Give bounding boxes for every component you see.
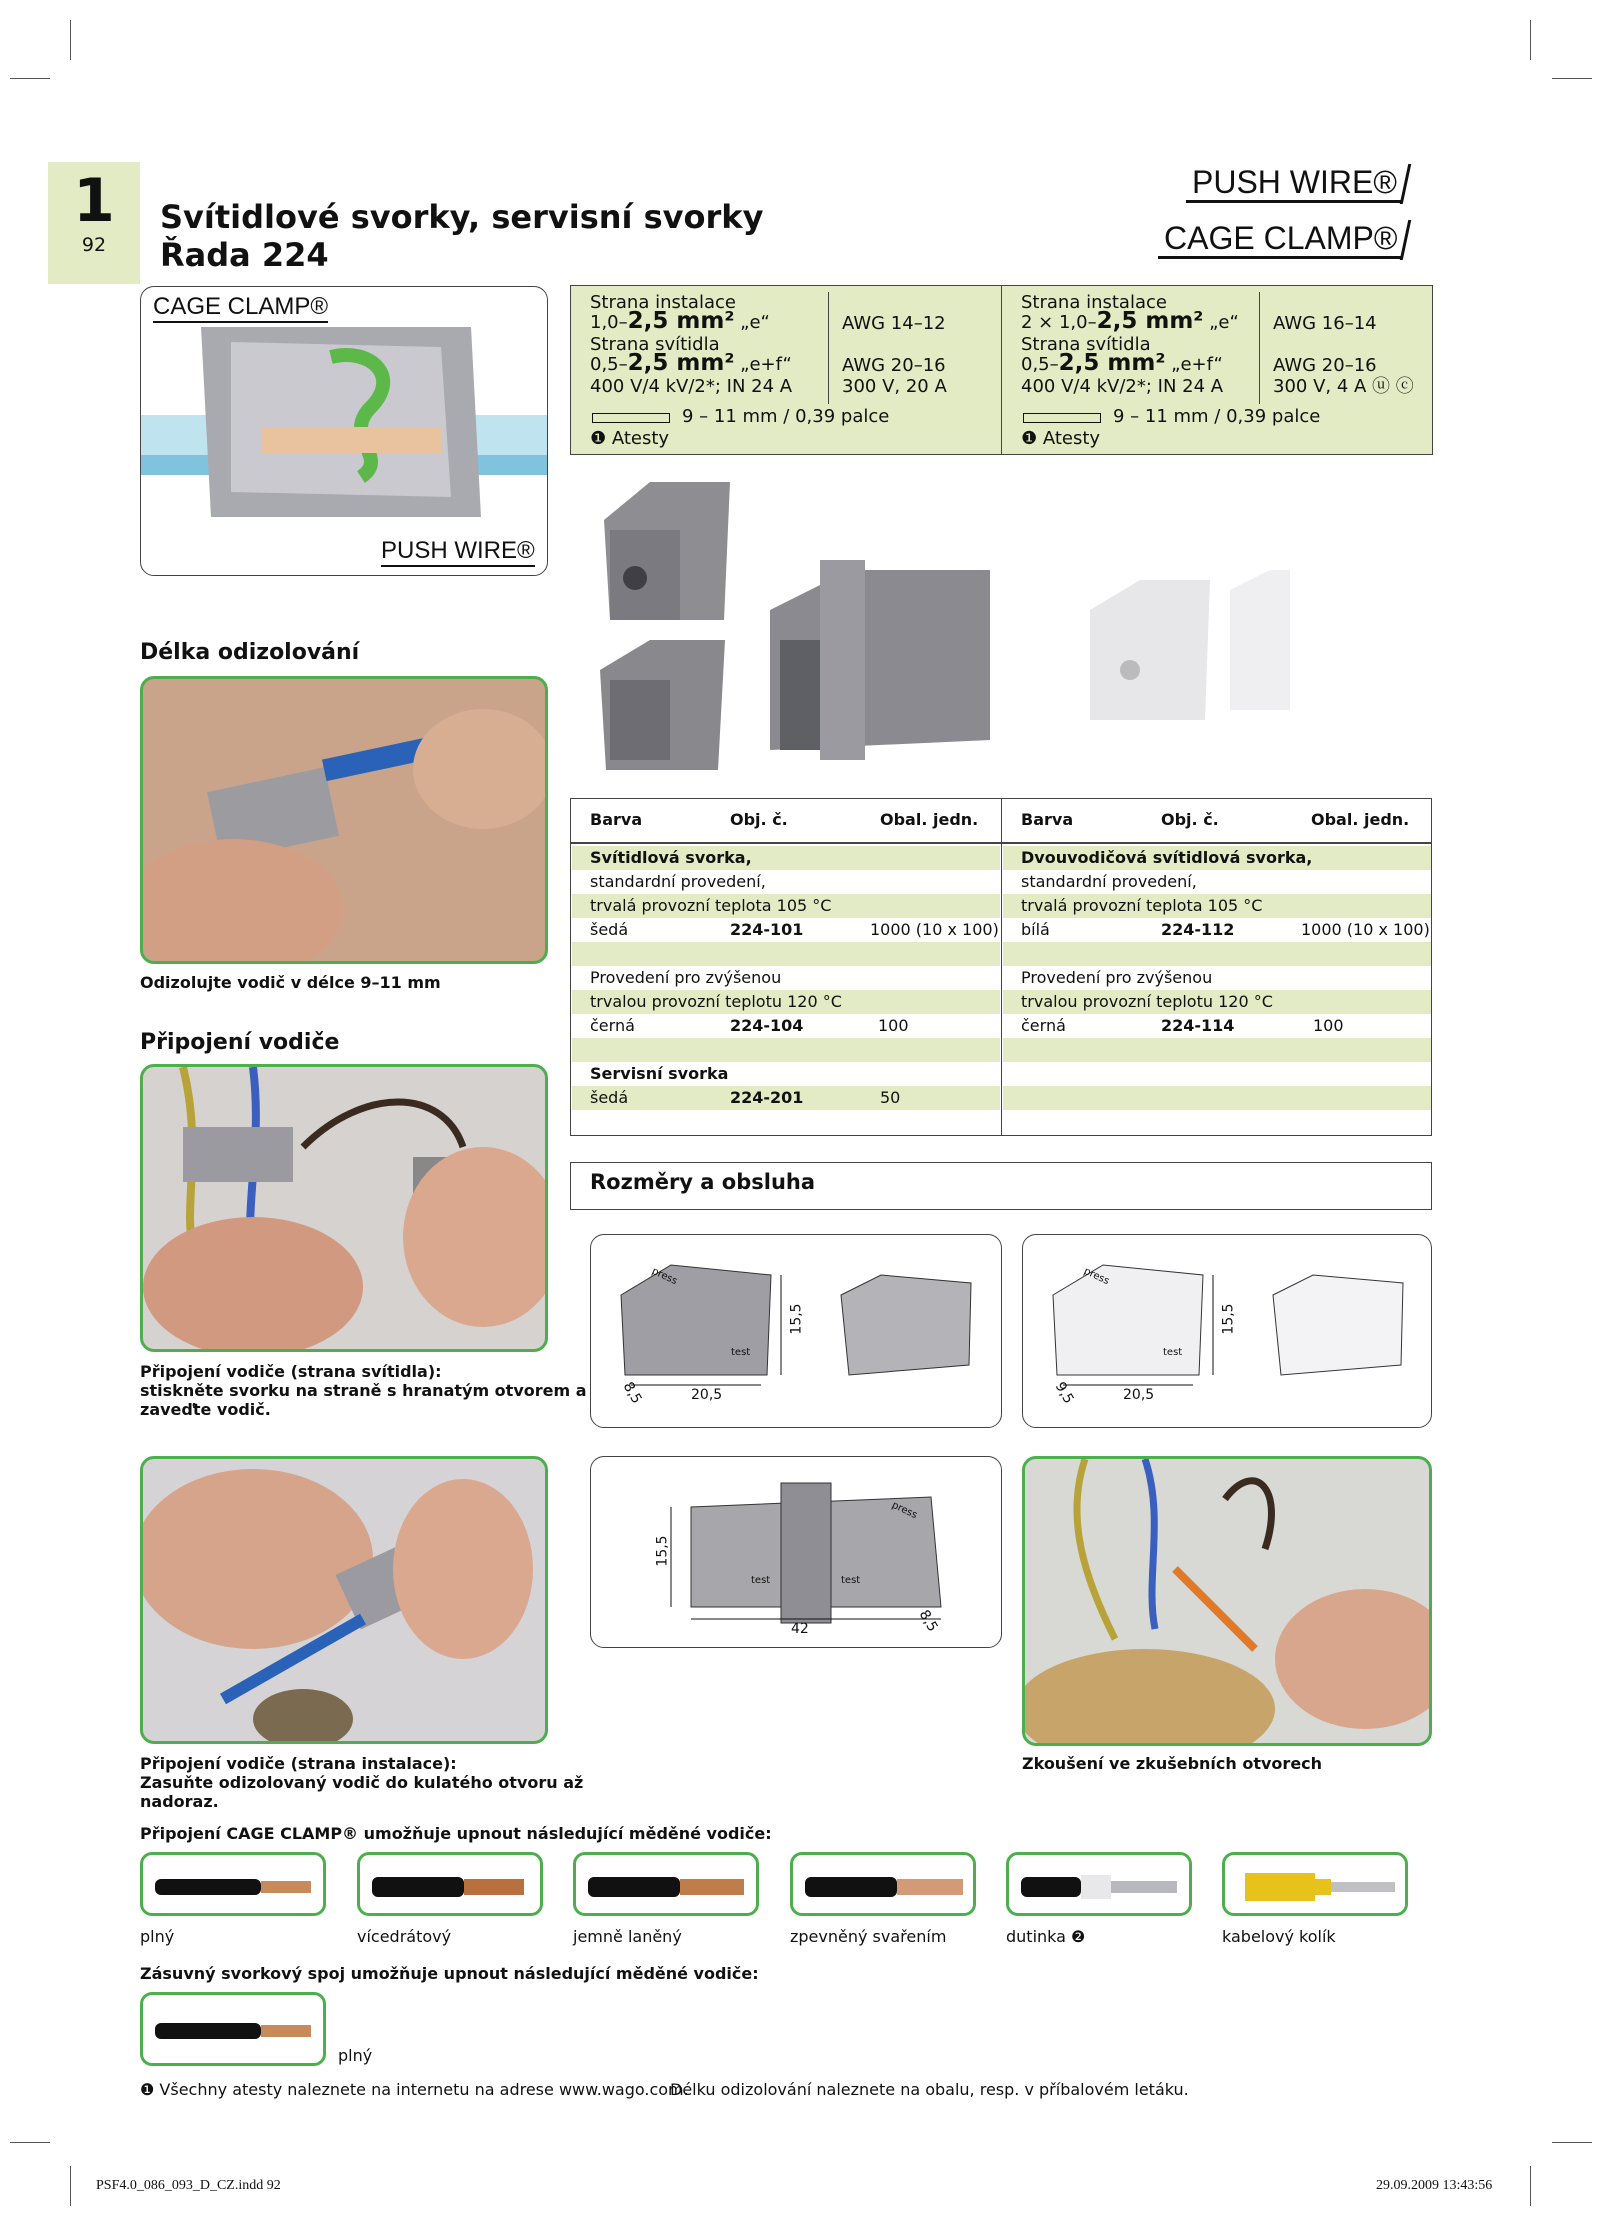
table-header-item-no: Obj. č. <box>730 810 788 829</box>
dim-width: 20,5 <box>691 1387 723 1403</box>
table-cell-color: bílá <box>1021 920 1050 939</box>
spec-left-rating: 300 V, 20 A <box>842 376 947 397</box>
table-cell-color: šedá <box>590 1088 629 1107</box>
spec-right-l5: 400 V/4 kV/2*; IN 24 A <box>1021 376 1224 397</box>
spec-left-l1: Strana instalace <box>590 292 736 313</box>
table-cell-color: černá <box>590 1016 635 1035</box>
section-heading-connect: Připojení vodiče <box>140 1030 340 1055</box>
dim-depth: 8,5 <box>915 1607 941 1635</box>
strip-length-icon <box>592 413 670 423</box>
wire-label-solid: plný <box>140 1927 175 1946</box>
spec-right-awg2: AWG 20–16 <box>1273 355 1377 376</box>
wire-label-ferrule: dutinka ❷ <box>1006 1927 1086 1946</box>
caption-lamp-side-1: Připojení vodiče (strana svítidla): <box>140 1362 442 1381</box>
table-cell-pack: 1000 (10 x 100) <box>1301 920 1430 939</box>
table-row-label: Svítidlová svorka, <box>590 848 752 867</box>
table-cell-item-no: 224-101 <box>730 920 804 939</box>
spec-right-l2: 2 × 1,0–2,5 mm² „e“ <box>1021 308 1239 334</box>
press-label: press <box>889 1499 919 1522</box>
wire-label-fine: jemně laněný <box>573 1927 682 1946</box>
diagram-label-bottom: PUSH WIRE® <box>381 537 535 567</box>
push-wire-logo: PUSH WIRE® <box>1186 164 1403 203</box>
table-row-label: Provedení pro zvýšenou <box>1021 968 1213 987</box>
test-label: test <box>751 1575 771 1586</box>
page-number: 92 <box>81 234 107 256</box>
caption-install-side-3: nadoraz. <box>140 1792 219 1811</box>
caption-strip: Odizolujte vodič v délce 9–11 mm <box>140 973 441 992</box>
spec-left-l5: 400 V/4 kV/2*; IN 24 A <box>590 376 793 397</box>
spec-right-l1: Strana instalace <box>1021 292 1167 313</box>
photo-connect-install-side <box>140 1456 548 1744</box>
wires-intro: Připojení CAGE CLAMP® umožňuje upnout následující měděné vodiče: <box>140 1824 772 1843</box>
table-cell-pack: 100 <box>878 1016 909 1035</box>
table-cell-pack: 100 <box>1313 1016 1344 1035</box>
product-photo <box>590 470 1310 790</box>
dimension-drawing-1 <box>590 1234 1002 1428</box>
diagram-label-top: CAGE CLAMP® <box>153 293 328 323</box>
table-row-label: standardní provedení, <box>1021 872 1197 891</box>
table-header-item-no: Obj. č. <box>1161 810 1219 829</box>
spec-right-awg1: AWG 16–14 <box>1273 313 1377 334</box>
caption-install-side-1: Připojení vodiče (strana instalace): <box>140 1754 457 1773</box>
section-heading-strip-length: Délka odizolování <box>140 640 360 665</box>
table-cell-item-no: 224-201 <box>730 1088 804 1107</box>
photo-testing <box>1022 1456 1432 1746</box>
chapter-number: 1 <box>73 166 115 236</box>
page-subtitle: Řada 224 <box>160 236 329 274</box>
wire-solid-push <box>140 1992 326 2066</box>
spec-right-rating: 300 V, 4 A ⓤ ⓒ <box>1273 376 1414 397</box>
footnote-approvals: ❶ Všechny atesty naleznete na internetu na adrese www.wago.com. <box>140 2080 689 2099</box>
table-header-color: Barva <box>590 810 643 829</box>
wire-label-pin: kabelový kolík <box>1222 1927 1336 1946</box>
wire-label-solid-push: plný <box>338 2046 373 2065</box>
dim-width: 20,5 <box>1123 1387 1155 1403</box>
footnote-strip: Délku odizolování naleznete na obalu, resp. v příbalovém letáku. <box>670 2080 1189 2099</box>
test-label: test <box>731 1347 751 1358</box>
table-row-label: trvalá provozní teplota 105 °C <box>1021 896 1263 915</box>
table-row-label: Dvouvodičová svítidlová svorka, <box>1021 848 1313 867</box>
table-cell-item-no: 224-104 <box>730 1016 804 1035</box>
wires-intro-2: Zásuvný svorkový spoj umožňuje upnout následující měděné vodiče: <box>140 1964 759 1983</box>
table-header-pack: Obal. jedn. <box>880 810 979 829</box>
dimension-drawing-2 <box>1022 1234 1432 1428</box>
spec-left-strip: 9 – 11 mm / 0,39 palce <box>682 406 890 427</box>
wire-label-welded: zpevněný svařením <box>790 1927 947 1946</box>
table-header-color: Barva <box>1021 810 1074 829</box>
footer-date: 29.09.2009 13:43:56 <box>1376 2178 1493 2193</box>
spec-left-awg2: AWG 20–16 <box>842 355 946 376</box>
wire-stranded <box>357 1852 543 1916</box>
press-label: press <box>1081 1265 1111 1288</box>
wire-fine-stranded <box>573 1852 759 1916</box>
table-cell-item-no: 224-114 <box>1161 1016 1235 1035</box>
caption-lamp-side-3: zaveďte vodič. <box>140 1400 271 1419</box>
caption-install-side-2: Zasuňte odizolovaný vodič do kulatého otvoru až <box>140 1773 584 1792</box>
table-row-label: standardní provedení, <box>590 872 766 891</box>
table-row-label: trvalá provozní teplota 105 °C <box>590 896 832 915</box>
table-row-label: Provedení pro zvýšenou <box>590 968 782 987</box>
spec-left-l3: Strana svítidla <box>590 334 720 355</box>
table-row-label: trvalou provozní teplotu 120 °C <box>1021 992 1273 1011</box>
clamp-diagram <box>140 286 548 576</box>
page-title: Svítidlové svorky, servisní svorky <box>160 198 764 236</box>
spec-left-awg1: AWG 14–12 <box>842 313 946 334</box>
spec-left-l4: 0,5–2,5 mm² „e+f“ <box>590 350 792 376</box>
dim-depth: 9,5 <box>1051 1379 1077 1407</box>
table-cell-pack: 50 <box>880 1088 901 1107</box>
wire-pin <box>1222 1852 1408 1916</box>
table-header-pack: Obal. jedn. <box>1311 810 1410 829</box>
dimensions-header: Rozměry a obsluha <box>590 1170 816 1194</box>
table-cell-pack: 1000 (10 x 100) <box>870 920 999 939</box>
spec-left-atesty: ❶ Atesty <box>590 428 670 449</box>
wire-welded <box>790 1852 976 1916</box>
photo-connect-lamp-side <box>140 1064 548 1352</box>
spec-right-l4: 0,5–2,5 mm² „e+f“ <box>1021 350 1223 376</box>
table-row-label: Servisní svorka <box>590 1064 729 1083</box>
strip-length-icon <box>1023 413 1101 423</box>
wire-ferrule <box>1006 1852 1192 1916</box>
table-row-label: trvalou provozní teplotu 120 °C <box>590 992 842 1011</box>
spec-left-l2: 1,0–2,5 mm² „e“ <box>590 308 770 334</box>
test-label: test <box>1163 1347 1183 1358</box>
dim-width: 42 <box>791 1621 809 1637</box>
dim-depth: 8,5 <box>619 1379 645 1407</box>
cage-clamp-logo: CAGE CLAMP® <box>1158 220 1403 259</box>
table-cell-color: šedá <box>590 920 629 939</box>
spec-right-atesty: ❶ Atesty <box>1021 428 1101 449</box>
spec-right-strip: 9 – 11 mm / 0,39 palce <box>1113 406 1321 427</box>
press-label: press <box>649 1265 679 1288</box>
caption-lamp-side-2: stiskněte svorku na straně s hranatým otvorem a <box>140 1381 587 1400</box>
dim-height: 15,5 <box>788 1303 805 1335</box>
spec-right-l3: Strana svítidla <box>1021 334 1151 355</box>
dim-height: 15,5 <box>1220 1303 1237 1335</box>
dim-height: 15,5 <box>654 1535 671 1567</box>
table-cell-item-no: 224-112 <box>1161 920 1235 939</box>
wire-solid <box>140 1852 326 1916</box>
photo-stripping <box>140 676 548 964</box>
wire-label-stranded: vícedrátový <box>357 1927 452 1946</box>
test-label: test <box>841 1575 861 1586</box>
table-cell-color: černá <box>1021 1016 1066 1035</box>
caption-testing: Zkoušení ve zkušebních otvorech <box>1022 1754 1323 1773</box>
dimension-drawing-3 <box>590 1456 1002 1648</box>
footer-file: PSF4.0_086_093_D_CZ.indd 92 <box>96 2178 281 2193</box>
